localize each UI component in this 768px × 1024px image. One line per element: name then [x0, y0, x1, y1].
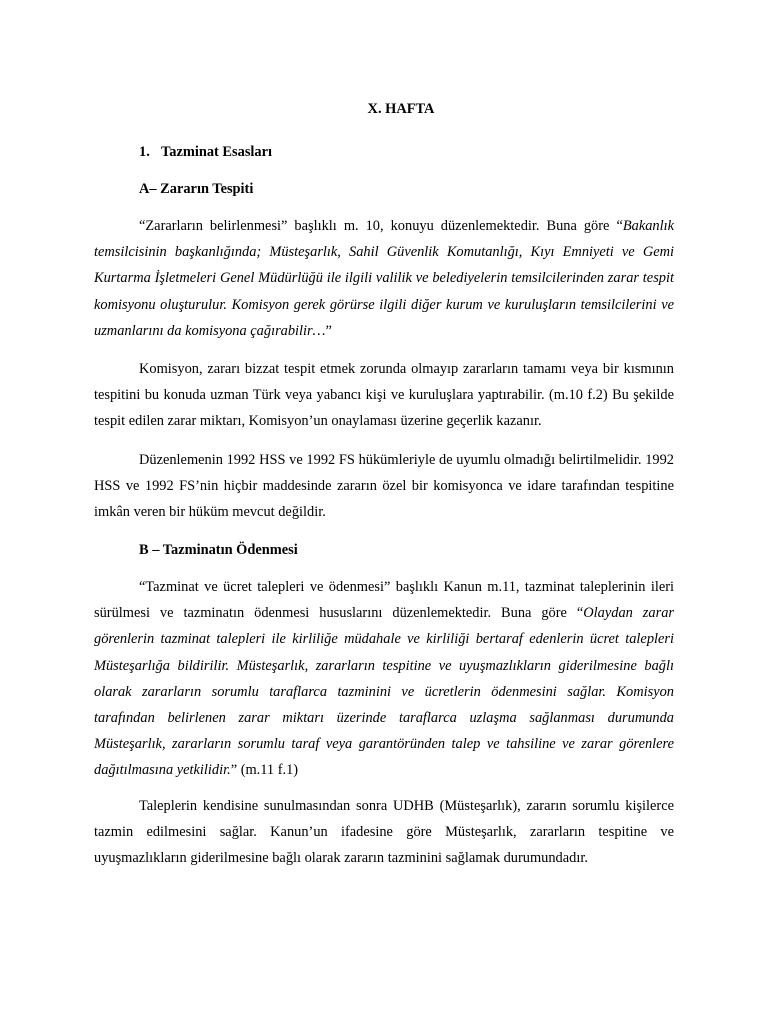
- paragraph-text: “Zararların belirlenmesi” başlıklı m. 10, konuyu düzenlemektedir. Buna göre “: [139, 218, 623, 234]
- paragraph-text: ”: [325, 322, 332, 339]
- section-heading-a: A– Zararın Tespiti: [139, 181, 254, 197]
- paragraph-2: Komisyon, zararı bizzat tespit etmek zorunda olmayıp zararların tamamı veya bir kısmının tespitini bu konuda uzman Türk veya yabancı kişi ve kuruluşlara yaptırabilir. (m.10 f.2) Bu şekilde tespit edilen zarar miktarı, Komisyon’un onaylaması üzerine geçerlik kazanır.: [94, 361, 674, 430]
- quoted-text: Olaydan zarar görenlerin tazminat talepleri ile kirliliğe müdahale ve kirliliği bertaraf edenlerin ücret talepleri Müsteşarlığa bildirilir. Müsteşarlık, zararların tespitine ve uyuşmazlıkların giderilmesine bağlı olarak zararların sorumlu taraflarca tazminini ve ücretlerin ödenmesini sağlar. Komisyon tarafından belirlenen zarar miktarı üzerinde taraflarca uzlaşma sağlanması durumunda Müsteşarlık, zararların sorumlu taraf veya garantöründen talep ve tahsiline ve zarar görenlere dağıtılmasına yetkilidir.: [94, 605, 674, 779]
- paragraph-1: [94, 213, 674, 344]
- section-number: 1.: [139, 144, 150, 160]
- paragraph-text: “Tazminat ve ücret talepleri ve ödenmesi” başlıklı Kanun m.11, tazminat taleplerinin ileri sürülmesi ve tazminatın ödenmesi hususlarını düzenlemektedir. Buna göre “: [94, 579, 674, 622]
- quoted-text: Bakanlık temsilcisinin başkanlığında; Müsteşarlık, Sahil Güvenlik Komutanlığı, Kıyı Emniyeti ve Gemi Kurtarma İşletmeleri Genel Müdürlüğü ile ilgili valilik ve belediyelerin temsilcilerinden zarar tespit komisyonu oluşturulur. Komisyon gerek görürse ilgili diğer kurum ve kuruluşların temsilcilerini ve uzmanlarını da komisyona çağırabilir…: [94, 218, 674, 339]
- section-label: Tazminat Esasları: [161, 144, 273, 160]
- paragraph-text: ” (m.11 f.1): [230, 762, 299, 779]
- section-heading-1: [139, 144, 272, 161]
- paragraph-5: Taleplerin kendisine sunulmasından sonra UDHB (Müsteşarlık), zararın sorumlu kişilerce tazmin edilmesini sağlar. Kanun’un ifadesine göre Müsteşarlık, zararların tespitine ve uyuşmazlıkların giderilmesine bağlı olarak zararın tazminini sağlamak durumundadır.: [94, 798, 674, 867]
- paragraph-3: Düzenlemenin 1992 HSS ve 1992 FS hükümleriyle de uyumlu olmadığı belirtilmelidir. 1992 HSS ve 1992 FS’nin hiçbir maddesinde zararın özel bir komisyonca ve idare tarafından tespitine imkân veren bir hüküm mevcut değildir.: [94, 452, 674, 521]
- page-title: X. HAFTA: [367, 101, 435, 117]
- section-heading-b: B – Tazminatın Ödenmesi: [139, 542, 298, 558]
- paragraph-4: [94, 574, 674, 784]
